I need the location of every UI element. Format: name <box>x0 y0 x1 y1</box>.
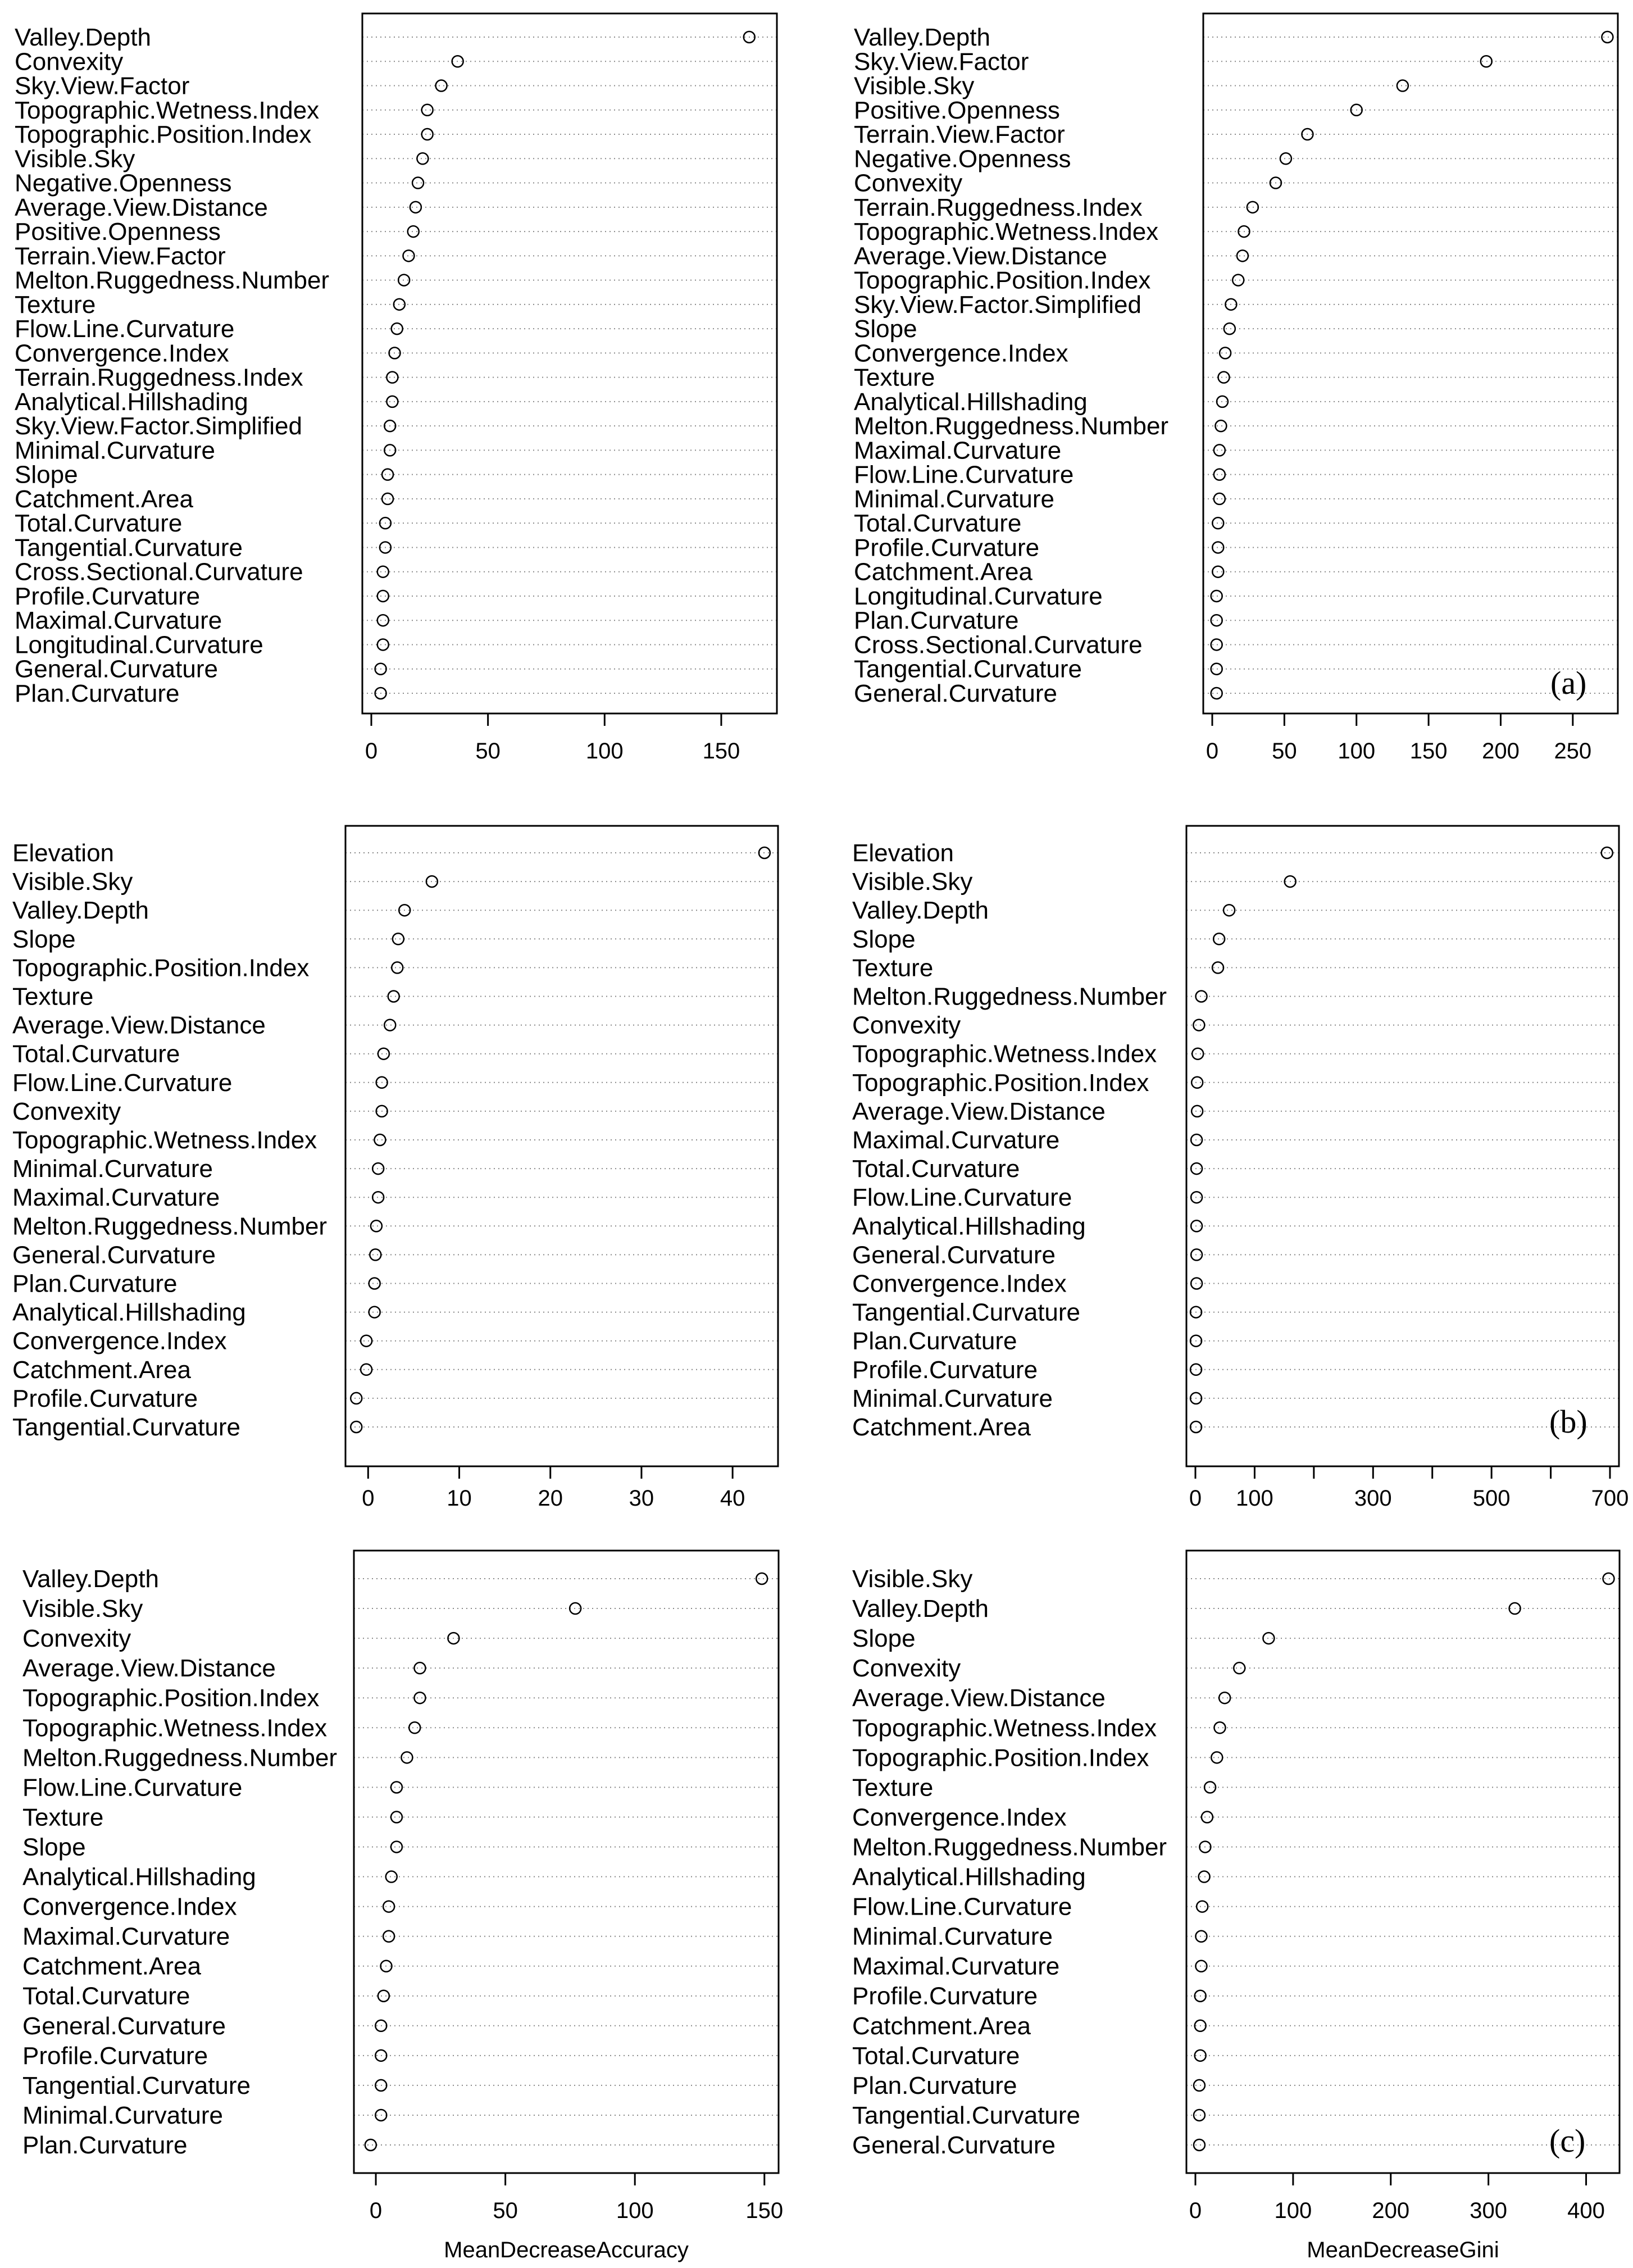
category-label: Topographic.Position.Index <box>15 121 312 149</box>
data-point <box>1191 1077 1203 1088</box>
category-label: Slope <box>22 1833 86 1861</box>
x-tick-label: 700 <box>1591 1486 1629 1511</box>
dotchart-4 <box>852 826 1629 1511</box>
x-tick-label: 100 <box>585 739 624 763</box>
data-point <box>1232 275 1244 286</box>
category-label: Convexity <box>15 48 124 76</box>
category-label: Maximal.Curvature <box>854 437 1062 465</box>
category-label: Topographic.Position.Index <box>854 266 1151 294</box>
category-label: Profile.Curvature <box>12 1384 198 1412</box>
data-point <box>422 104 433 116</box>
category-label: Terrain.View.Factor <box>854 121 1065 149</box>
x-tick-label: 150 <box>1409 739 1448 763</box>
x-tick-label: 0 <box>1189 2198 1202 2223</box>
x-tick-label: 200 <box>1372 2198 1410 2223</box>
category-label: General.Curvature <box>852 2131 1056 2159</box>
dotchart-5 <box>22 1551 783 2262</box>
data-point <box>1194 2110 1205 2121</box>
category-label: Terrain.Ruggedness.Index <box>15 363 303 392</box>
data-point <box>1197 1901 1208 1912</box>
category-label: General.Curvature <box>854 680 1057 707</box>
category-label: Texture <box>22 1803 104 1831</box>
category-label: Visible.Sky <box>15 145 135 173</box>
category-label: Catchment.Area <box>15 485 193 513</box>
x-tick-label: 300 <box>1470 2198 1508 2223</box>
category-label: Flow.Line.Curvature <box>15 315 235 343</box>
category-label: Convexity <box>12 1097 121 1125</box>
category-label: Profile.Curvature <box>852 1982 1038 2010</box>
data-point <box>414 1692 425 1703</box>
category-label: Longitudinal.Curvature <box>854 582 1103 610</box>
x-tick-label: 20 <box>538 1486 563 1511</box>
data-point <box>391 1811 402 1822</box>
data-point <box>365 2139 376 2151</box>
category-label: Elevation <box>12 839 115 867</box>
category-label: Plan.Curvature <box>852 2071 1017 2099</box>
category-label: Minimal.Curvature <box>852 1922 1053 1951</box>
category-label: Slope <box>852 1625 916 1653</box>
dotchart-3 <box>12 826 778 1511</box>
category-label: Topographic.Wetness.Index <box>854 218 1159 246</box>
data-point <box>377 615 389 626</box>
category-label: Slope <box>854 315 917 343</box>
data-point <box>374 1134 385 1146</box>
category-label: Topographic.Wetness.Index <box>15 96 320 124</box>
x-tick-label: 150 <box>702 739 740 763</box>
plot-frame <box>345 826 778 1466</box>
category-label: Valley.Depth <box>854 24 990 51</box>
category-label: Sky.View.Factor.Simplified <box>854 290 1141 319</box>
dotchart-1 <box>15 13 777 763</box>
category-label: Sky.View.Factor <box>854 48 1029 76</box>
category-label: Analytical.Hillshading <box>22 1863 256 1891</box>
category-label: Plan.Curvature <box>22 2131 188 2159</box>
x-tick-label: 100 <box>1274 2198 1312 2223</box>
category-label: Average.View.Distance <box>15 193 268 221</box>
data-point <box>361 1335 372 1347</box>
category-label: Minimal.Curvature <box>854 485 1054 513</box>
category-label: Catchment.Area <box>852 1413 1031 1441</box>
category-label: Topographic.Wetness.Index <box>852 1040 1157 1068</box>
category-label: Terrain.Ruggedness.Index <box>854 193 1143 221</box>
data-point <box>378 1990 389 2002</box>
data-point <box>371 1220 382 1231</box>
plot-frame <box>1203 13 1618 713</box>
category-label: General.Curvature <box>852 1241 1056 1269</box>
data-point <box>377 639 389 650</box>
plot-frame <box>354 1551 779 2173</box>
data-point <box>391 1841 402 1852</box>
category-label: Maximal.Curvature <box>15 607 222 635</box>
data-point <box>1214 444 1225 456</box>
data-point <box>1194 2080 1205 2091</box>
category-label: Topographic.Position.Index <box>852 1744 1149 1772</box>
category-label: Profile.Curvature <box>854 534 1040 562</box>
category-label: Maximal.Curvature <box>22 1922 230 1951</box>
category-label: Topographic.Position.Index <box>852 1069 1149 1097</box>
data-point <box>383 1931 394 1942</box>
category-label: Tangential.Curvature <box>22 2071 251 2099</box>
x-tick-label: 250 <box>1554 739 1592 763</box>
category-label: Visible.Sky <box>22 1595 143 1623</box>
data-point <box>351 1421 362 1433</box>
data-point <box>361 1364 372 1375</box>
category-label: Slope <box>12 925 76 953</box>
category-label: Slope <box>852 925 916 953</box>
data-point <box>1214 1722 1225 1733</box>
category-label: Topographic.Position.Index <box>22 1684 320 1712</box>
category-label: Visible.Sky <box>852 1565 973 1593</box>
category-label: Plan.Curvature <box>12 1270 178 1298</box>
category-label: Plan.Curvature <box>854 607 1019 635</box>
panel-label: (c) <box>1549 2122 1586 2159</box>
plot-frame <box>362 13 777 713</box>
category-label: Melton.Ruggedness.Number <box>852 1833 1167 1861</box>
category-label: Topographic.Wetness.Index <box>852 1714 1157 1742</box>
data-point <box>1193 1020 1204 1031</box>
category-label: Analytical.Hillshading <box>12 1298 246 1326</box>
category-label: Analytical.Hillshading <box>15 388 248 416</box>
data-point <box>436 80 447 92</box>
data-point <box>388 991 399 1002</box>
data-point <box>391 1781 402 1793</box>
dotchart-6 <box>852 1551 1620 2262</box>
data-point <box>369 1278 380 1289</box>
category-label: General.Curvature <box>12 1241 216 1269</box>
data-point <box>369 1307 380 1318</box>
data-point <box>1237 250 1248 261</box>
data-point <box>422 129 433 140</box>
data-point <box>1194 2139 1205 2151</box>
category-label: Convexity <box>852 1655 961 1683</box>
data-point <box>382 493 393 504</box>
category-label: Analytical.Hillshading <box>852 1863 1086 1891</box>
category-label: Maximal.Curvature <box>12 1184 220 1212</box>
data-point <box>412 178 424 189</box>
x-axis-label: MeanDecreaseAccuracy <box>444 2238 689 2262</box>
category-label: Convergence.Index <box>854 339 1068 367</box>
category-label: Melton.Ruggedness.Number <box>852 983 1167 1011</box>
category-label: Tangential.Curvature <box>15 534 243 562</box>
data-point <box>383 1901 394 1912</box>
category-label: Analytical.Hillshading <box>852 1212 1086 1240</box>
category-label: Tangential.Curvature <box>852 2101 1081 2129</box>
category-label: Cross.Sectional.Curvature <box>15 558 303 586</box>
category-label: Flow.Line.Curvature <box>852 1893 1072 1921</box>
data-point <box>756 1573 767 1584</box>
plot-frame <box>1186 826 1619 1466</box>
category-label: General.Curvature <box>22 2012 226 2040</box>
plot-frame <box>1186 1551 1620 2173</box>
x-axis-label: MeanDecreaseGini <box>1307 2238 1499 2262</box>
x-tick-label: 500 <box>1472 1486 1511 1511</box>
x-tick-label: 50 <box>475 739 501 763</box>
category-label: Texture <box>854 363 935 392</box>
data-point <box>409 1722 420 1733</box>
category-label: Valley.Depth <box>15 24 151 51</box>
category-label: Maximal.Curvature <box>852 1126 1060 1154</box>
category-label: Valley.Depth <box>12 897 149 925</box>
data-point <box>1234 1662 1245 1674</box>
category-label: Average.View.Distance <box>854 242 1107 270</box>
x-tick-label: 30 <box>629 1486 654 1511</box>
dotchart-2 <box>854 13 1618 763</box>
category-label: Convergence.Index <box>22 1893 237 1921</box>
data-point <box>377 590 389 602</box>
category-label: Negative.Openness <box>15 169 232 197</box>
category-label: Profile.Curvature <box>22 2042 208 2070</box>
category-label: Total.Curvature <box>22 1982 190 2010</box>
data-point <box>410 202 421 213</box>
data-point <box>414 1662 425 1674</box>
x-tick-label: 400 <box>1567 2198 1605 2223</box>
category-label: Melton.Ruggedness.Number <box>854 412 1169 440</box>
data-point <box>386 396 398 407</box>
category-label: Flow.Line.Curvature <box>852 1184 1072 1212</box>
category-label: Tangential.Curvature <box>854 655 1082 683</box>
category-label: Melton.Ruggedness.Number <box>15 266 330 294</box>
category-label: Topographic.Wetness.Index <box>22 1714 327 1742</box>
category-label: Profile.Curvature <box>15 582 201 610</box>
category-label: Convergence.Index <box>15 339 229 367</box>
category-label: Visible.Sky <box>854 72 975 100</box>
category-label: Profile.Curvature <box>852 1356 1038 1384</box>
category-label: Texture <box>852 954 934 982</box>
data-point <box>1192 1048 1203 1060</box>
category-label: Convexity <box>852 1011 961 1039</box>
x-tick-label: 0 <box>1189 1486 1202 1511</box>
category-label: Catchment.Area <box>12 1356 191 1384</box>
category-label: Minimal.Curvature <box>12 1155 213 1183</box>
category-label: Plan.Curvature <box>15 680 180 707</box>
x-tick-label: 100 <box>1338 739 1376 763</box>
data-point <box>392 323 403 334</box>
data-point <box>1224 323 1235 334</box>
category-label: Visible.Sky <box>852 868 973 896</box>
x-tick-label: 10 <box>447 1486 472 1511</box>
x-tick-label: 50 <box>493 2198 518 2223</box>
category-label: Average.View.Distance <box>852 1097 1106 1125</box>
data-point <box>1219 1692 1230 1703</box>
category-label: Minimal.Curvature <box>852 1384 1053 1412</box>
category-label: Convergence.Index <box>852 1270 1067 1298</box>
x-tick-label: 0 <box>365 739 378 763</box>
data-point <box>392 962 403 973</box>
data-point <box>351 1393 362 1404</box>
category-label: Convexity <box>854 169 963 197</box>
category-label: Tangential.Curvature <box>852 1298 1081 1326</box>
x-tick-label: 0 <box>369 2198 383 2223</box>
category-label: Visible.Sky <box>12 868 133 896</box>
category-label: Positive.Openness <box>15 218 221 246</box>
category-label: Total.Curvature <box>854 510 1022 538</box>
x-tick-label: 100 <box>1236 1486 1273 1511</box>
category-label: Catchment.Area <box>854 558 1032 586</box>
data-point <box>382 469 393 480</box>
category-label: Analytical.Hillshading <box>854 388 1088 416</box>
category-label: Total.Curvature <box>15 510 183 538</box>
category-label: Total.Curvature <box>12 1040 180 1068</box>
category-label: Catchment.Area <box>22 1952 201 1980</box>
category-label: Texture <box>15 290 96 319</box>
category-label: Valley.Depth <box>22 1565 159 1593</box>
data-point <box>386 372 398 383</box>
category-label: Slope <box>15 461 78 489</box>
category-label: Flow.Line.Curvature <box>22 1774 243 1802</box>
data-point <box>1218 372 1230 383</box>
data-point <box>1191 1106 1203 1117</box>
category-label: General.Curvature <box>15 655 218 683</box>
category-label: Convexity <box>22 1625 131 1653</box>
category-label: Sky.View.Factor <box>15 72 190 100</box>
data-point <box>393 933 404 944</box>
category-label: Minimal.Curvature <box>22 2101 223 2129</box>
data-point <box>1214 469 1225 480</box>
category-label: Melton.Ruggedness.Number <box>12 1212 327 1240</box>
category-label: Maximal.Curvature <box>852 1952 1060 1980</box>
category-label: Total.Curvature <box>852 1155 1020 1183</box>
category-label: Minimal.Curvature <box>15 437 215 465</box>
x-tick-label: 100 <box>616 2198 654 2223</box>
data-point <box>1211 1752 1222 1763</box>
panel-label: (b) <box>1549 1403 1587 1440</box>
category-label: Convergence.Index <box>852 1803 1067 1831</box>
data-point <box>1202 1811 1213 1822</box>
category-label: Tangential.Curvature <box>12 1413 241 1441</box>
category-label: Catchment.Area <box>852 2012 1031 2040</box>
x-tick-label: 40 <box>720 1486 745 1511</box>
category-label: Texture <box>12 983 94 1011</box>
category-label: Valley.Depth <box>852 1595 989 1623</box>
category-label: Valley.Depth <box>852 897 989 925</box>
category-label: Elevation <box>852 839 954 867</box>
category-label: Flow.Line.Curvature <box>12 1069 233 1097</box>
category-label: Texture <box>852 1774 934 1802</box>
data-point <box>1214 493 1225 504</box>
x-tick-label: 150 <box>745 2198 784 2223</box>
data-point <box>378 1048 389 1060</box>
category-label: Negative.Openness <box>854 145 1071 173</box>
category-label: Melton.Ruggedness.Number <box>22 1744 338 1772</box>
x-tick-label: 300 <box>1354 1486 1392 1511</box>
data-point <box>370 1249 381 1260</box>
category-label: Plan.Curvature <box>852 1327 1017 1355</box>
category-label: Total.Curvature <box>852 2042 1020 2070</box>
data-point <box>417 153 428 164</box>
category-label: Cross.Sectional.Curvature <box>854 631 1143 659</box>
category-label: Flow.Line.Curvature <box>854 461 1074 489</box>
x-tick-label: 50 <box>1272 739 1297 763</box>
x-tick-label: 200 <box>1482 739 1520 763</box>
data-point <box>1602 847 1613 858</box>
category-label: Average.View.Distance <box>852 1684 1106 1712</box>
category-label: Topographic.Position.Index <box>12 954 310 982</box>
x-tick-label: 0 <box>1206 739 1219 763</box>
data-point <box>377 566 389 578</box>
category-label: Average.View.Distance <box>22 1655 276 1683</box>
category-label: Positive.Openness <box>854 96 1060 124</box>
data-point <box>401 1752 412 1763</box>
category-label: Terrain.View.Factor <box>15 242 226 270</box>
category-label: Sky.View.Factor.Simplified <box>15 412 302 440</box>
category-label: Longitudinal.Curvature <box>15 631 263 659</box>
category-label: Convergence.Index <box>12 1327 227 1355</box>
x-tick-label: 0 <box>362 1486 375 1511</box>
category-label: Topographic.Wetness.Index <box>12 1126 317 1154</box>
category-label: Average.View.Distance <box>12 1011 266 1039</box>
data-point <box>1223 905 1235 916</box>
panel-label: (a) <box>1550 665 1587 701</box>
